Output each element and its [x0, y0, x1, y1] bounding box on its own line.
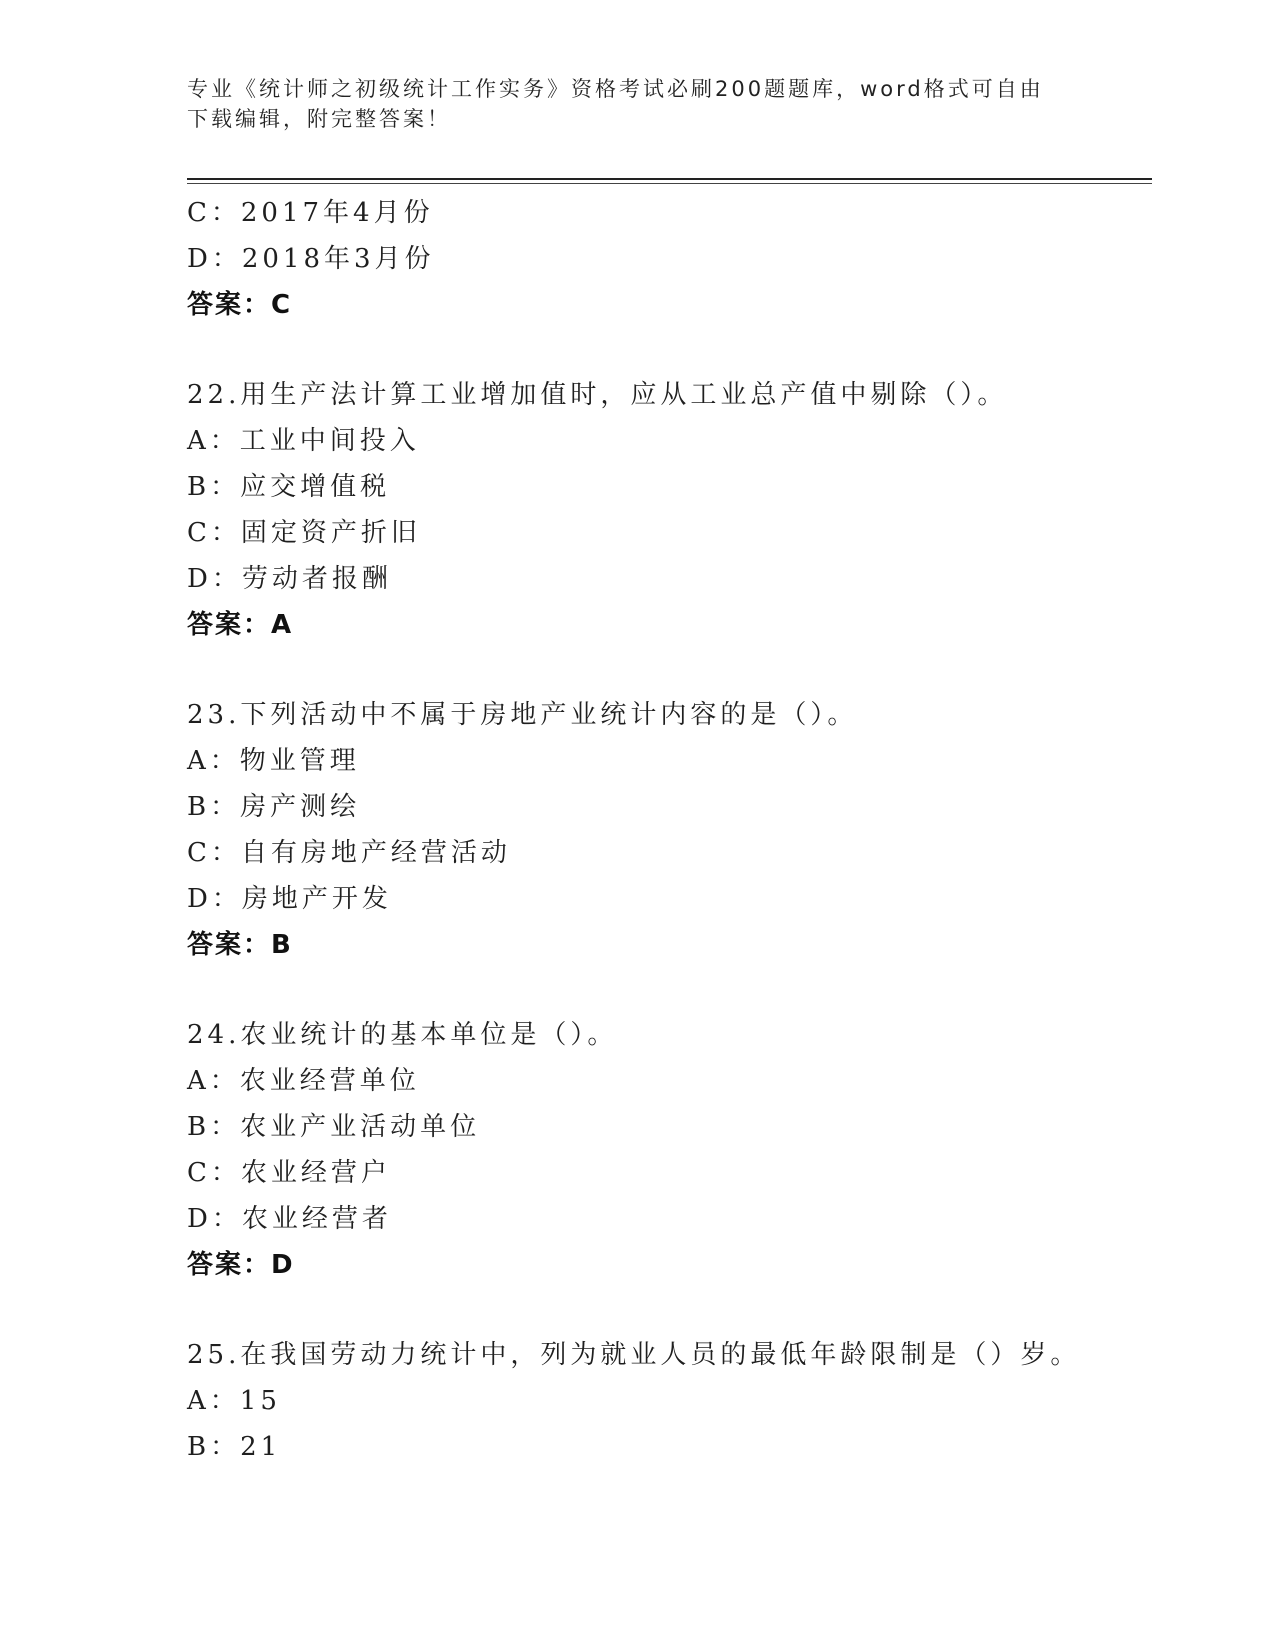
answer-line: 答案：B: [187, 930, 293, 960]
option-b: B：21: [187, 1432, 282, 1462]
option-d: D：农业经营者: [187, 1204, 392, 1234]
document-header: [187, 74, 1067, 134]
spacer: [187, 328, 1152, 372]
option-d: D：房地产开发: [187, 884, 392, 914]
option-a: A：物业管理: [187, 746, 360, 776]
option-c: C：自有房地产经营活动: [187, 838, 511, 868]
question-stem: 23.下列活动中不属于房地产业统计内容的是（）。: [187, 700, 858, 730]
question-block: [187, 1332, 1152, 1470]
option-c: C：固定资产折旧: [187, 518, 421, 548]
spacer: [187, 968, 1152, 1012]
question-stem: 22.用生产法计算工业增加值时，应从工业总产值中剔除（）。: [187, 380, 1008, 410]
question-block: [187, 372, 1152, 648]
question-stem: 25.在我国劳动力统计中，列为就业人员的最低年龄限制是（）岁。: [187, 1340, 1081, 1370]
header-line-2: 下载编辑，附完整答案！: [187, 107, 451, 131]
option-a: A：工业中间投入: [187, 426, 420, 456]
option-d: D：劳动者报酬: [187, 564, 392, 594]
option-c: C：农业经营户: [187, 1158, 391, 1188]
answer-line: 答案：A: [187, 610, 294, 640]
header-rule-thick: [187, 178, 1152, 180]
option-b: B：应交增值税: [187, 472, 391, 502]
question-block: [187, 692, 1152, 968]
spacer: [187, 1288, 1152, 1332]
answer-line: 答案：D: [187, 1250, 295, 1280]
question-block: [187, 190, 1152, 328]
option-a: A：15: [187, 1386, 281, 1416]
option-b: B：房产测绘: [187, 792, 361, 822]
option-a: A：农业经营单位: [187, 1066, 420, 1096]
option-c: C：2017年4月份: [187, 198, 434, 228]
option-b: B：农业产业活动单位: [187, 1112, 481, 1142]
question-stem: 24.农业统计的基本单位是（）。: [187, 1020, 618, 1050]
answer-line: 答案：C: [187, 290, 293, 320]
question-content: [187, 190, 1152, 1470]
option-d: D：2018年3月份: [187, 244, 435, 274]
spacer: [187, 648, 1152, 692]
question-block: [187, 1012, 1152, 1288]
header-line-1: 专业《统计师之初级统计工作实务》资格考试必刷200题题库，word格式可自由: [187, 77, 1044, 101]
header-rule-thin: [187, 183, 1152, 184]
